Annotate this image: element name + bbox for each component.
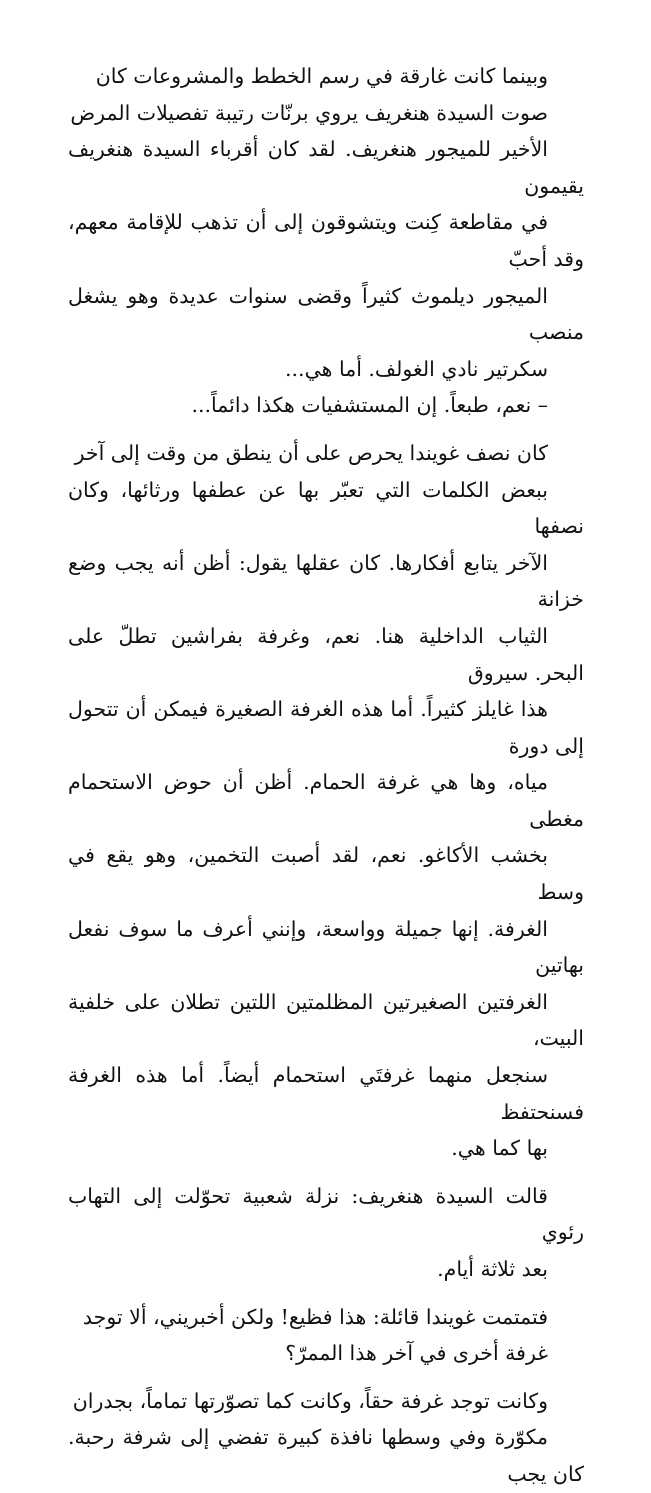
text-line: الآخر يتابع أفكارها. كان عقلها يقول: أظن أنه يجب وضع خزانة xyxy=(68,550,584,612)
paragraph xyxy=(68,1178,584,1288)
text-line: بها كما هي. xyxy=(451,1136,548,1161)
text-line: سكرتير نادي الغولف. أما هي... xyxy=(285,356,548,381)
text-line: في مقاطعة كِنت ويتشوقون إلى أن تذهب للإقامة معهم، وقد أحبّ xyxy=(68,210,584,271)
text-line: بخشب الأكاغو. نعم، لقد أصبت التخمين، وهو يقع في وسط xyxy=(68,843,584,905)
text-line: كان نصف غويندا يحرص على أن ينطق من وقت إلى آخر xyxy=(74,440,548,465)
text-line: سنجعل منهما غرفتَي استحمام أيضاً. أما هذه الغرفة فسنحتفظ xyxy=(68,1063,584,1124)
text-line: ببعض الكلمات التي تعبّر بها عن عطفها ورثائها، وكان نصفها xyxy=(68,477,584,539)
text-line: الميجور ديلموث كثيراً وقضى سنوات عديدة وهو يشغل منصب xyxy=(68,283,584,345)
text-line: صوت السيدة هنغريف يروي برنّات رتيبة تفصيلات المرض xyxy=(70,100,548,125)
text-line: بعد ثلاثة أيام. xyxy=(437,1257,548,1281)
text-line: الغرفتين الصغيرتين المظلمتين اللتين تطلان على خلفية البيت، xyxy=(68,989,584,1051)
dialogue-paragraph xyxy=(68,387,584,424)
text-line: مياه، وها هي غرفة الحمام. أظن أن حوض الاستحمام مغطى xyxy=(68,770,584,831)
paragraph xyxy=(68,435,584,1167)
text-line: الغرفة. إنها جميلة وواسعة، وإنني أعرف ما سوف نفعل بهاتين xyxy=(68,916,584,978)
text-line: غرفة أخرى في آخر هذا الممرّ؟ xyxy=(285,1341,548,1366)
text-line: الأخير للميجور هنغريف. لقد كان أقرباء السيدة هنغريف يقيمون xyxy=(68,137,584,198)
book-page xyxy=(68,58,584,1493)
paragraph xyxy=(68,1383,584,1493)
text-line: وبينما كانت غارقة في رسم الخطط والمشروعات كان xyxy=(95,64,548,88)
text-line: هذا غايلز كثيراً. أما هذه الغرفة الصغيرة فيمكن أن تتحول إلى دورة xyxy=(68,697,584,758)
text-line: الثياب الداخلية هنا. نعم، وغرفة بفراشين تطلّ على البحر. سيروق xyxy=(68,623,584,685)
text-line: قالت السيدة هنغريف: نزلة شعبية تحوّلت إلى التهاب رئوي xyxy=(68,1183,584,1245)
paragraph xyxy=(68,58,584,387)
text-line: فتمتمت غويندا قائلة: هذا فظيع! ولكن أخبريني، ألا توجد xyxy=(82,1304,548,1329)
text-line: وكانت توجد غرفة حقاً، وكانت كما تصوّرتها تماماً، بجدران xyxy=(72,1388,548,1413)
text-line: – نعم، طبعاً. إن المستشفيات هكذا دائماً... xyxy=(191,393,548,418)
text-line: مكوّرة وفي وسطها نافذة كبيرة تفضي إلى شرفة رحبة. كان يجب xyxy=(68,1425,584,1486)
paragraph xyxy=(68,1299,584,1372)
